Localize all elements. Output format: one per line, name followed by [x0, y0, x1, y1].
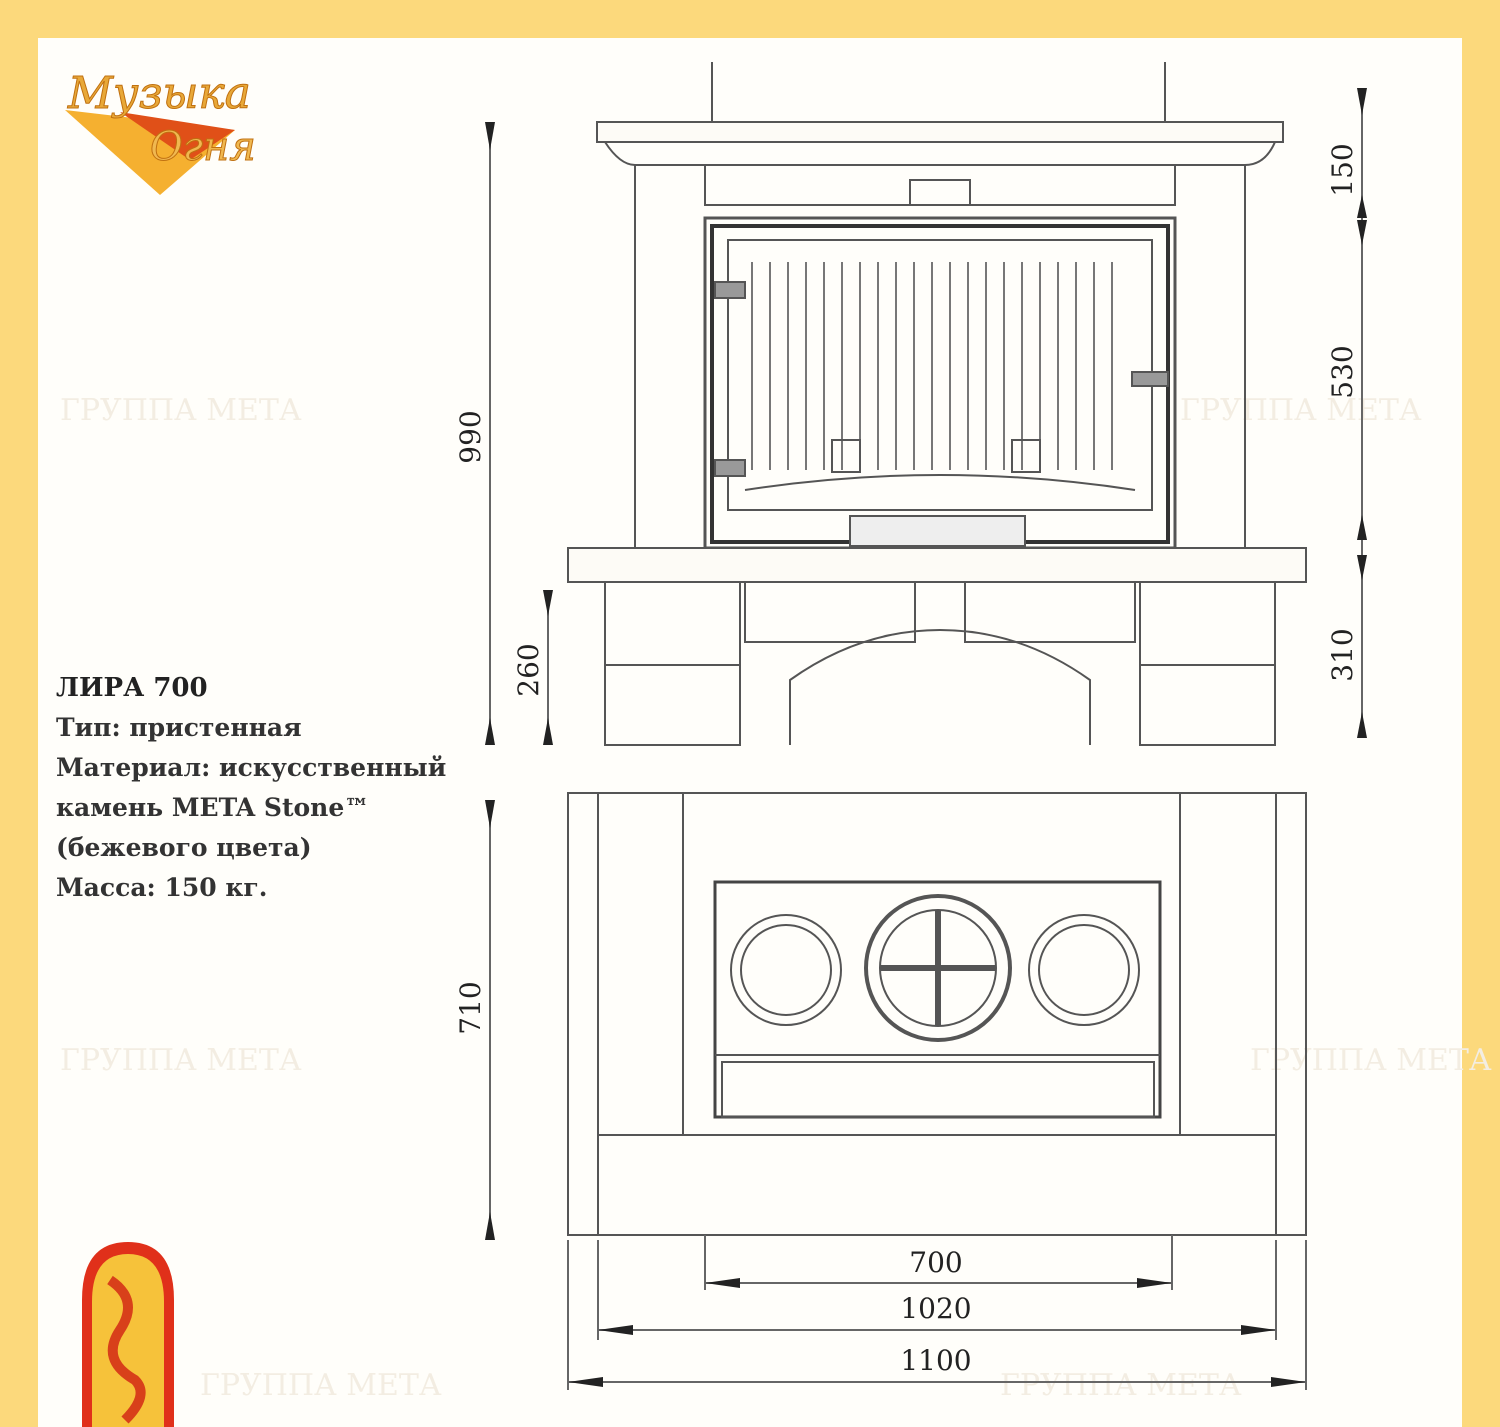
dim-top-height: 150: [1326, 143, 1359, 197]
dim-total-height: 990: [454, 410, 487, 464]
brand-emblem: [82, 1242, 174, 1427]
dim-inner-width: 1020: [900, 1292, 972, 1325]
svg-text:Музыка: Музыка: [68, 68, 251, 119]
svg-text:ГРУППА МЕТА: ГРУППА МЕТА: [1250, 1043, 1492, 1078]
product-color: (бежевого цвета): [56, 833, 312, 862]
top-view: [568, 793, 1306, 1235]
product-name: ЛИРА 700: [56, 673, 208, 703]
svg-text:ГРУППА МЕТА: ГРУППА МЕТА: [200, 1368, 442, 1403]
svg-text:Огня: Огня: [150, 124, 256, 170]
product-material-cont: камень META Stone™: [56, 793, 370, 822]
svg-text:ГРУППА МЕТА: ГРУППА МЕТА: [1000, 1368, 1242, 1403]
dimension-arrows: [485, 88, 1367, 1387]
dimension-labels: [454, 143, 1359, 1377]
product-type: Тип: пристенная: [56, 713, 302, 742]
product-material: Материал: искусственный: [56, 753, 447, 782]
svg-text:ГРУППА МЕТА: ГРУППА МЕТА: [60, 1043, 302, 1078]
dim-total-width: 1100: [900, 1344, 972, 1377]
svg-text:ГРУППА МЕТА: ГРУППА МЕТА: [60, 393, 302, 428]
dim-firebox-width: 700: [909, 1246, 963, 1279]
product-mass: Масса: 150 кг.: [56, 873, 268, 902]
brand-logo: [65, 68, 256, 195]
dim-depth: 710: [454, 981, 487, 1035]
dim-base-height: 310: [1326, 628, 1359, 682]
product-specs: [56, 668, 446, 908]
dim-floor-to-shelf: 260: [512, 643, 545, 697]
dim-firebox-height: 530: [1326, 345, 1359, 399]
dimension-lines: [490, 88, 1362, 1390]
firebox-grate: [752, 262, 1112, 470]
svg-text:ГРУППА МЕТА: ГРУППА МЕТА: [1180, 393, 1422, 428]
